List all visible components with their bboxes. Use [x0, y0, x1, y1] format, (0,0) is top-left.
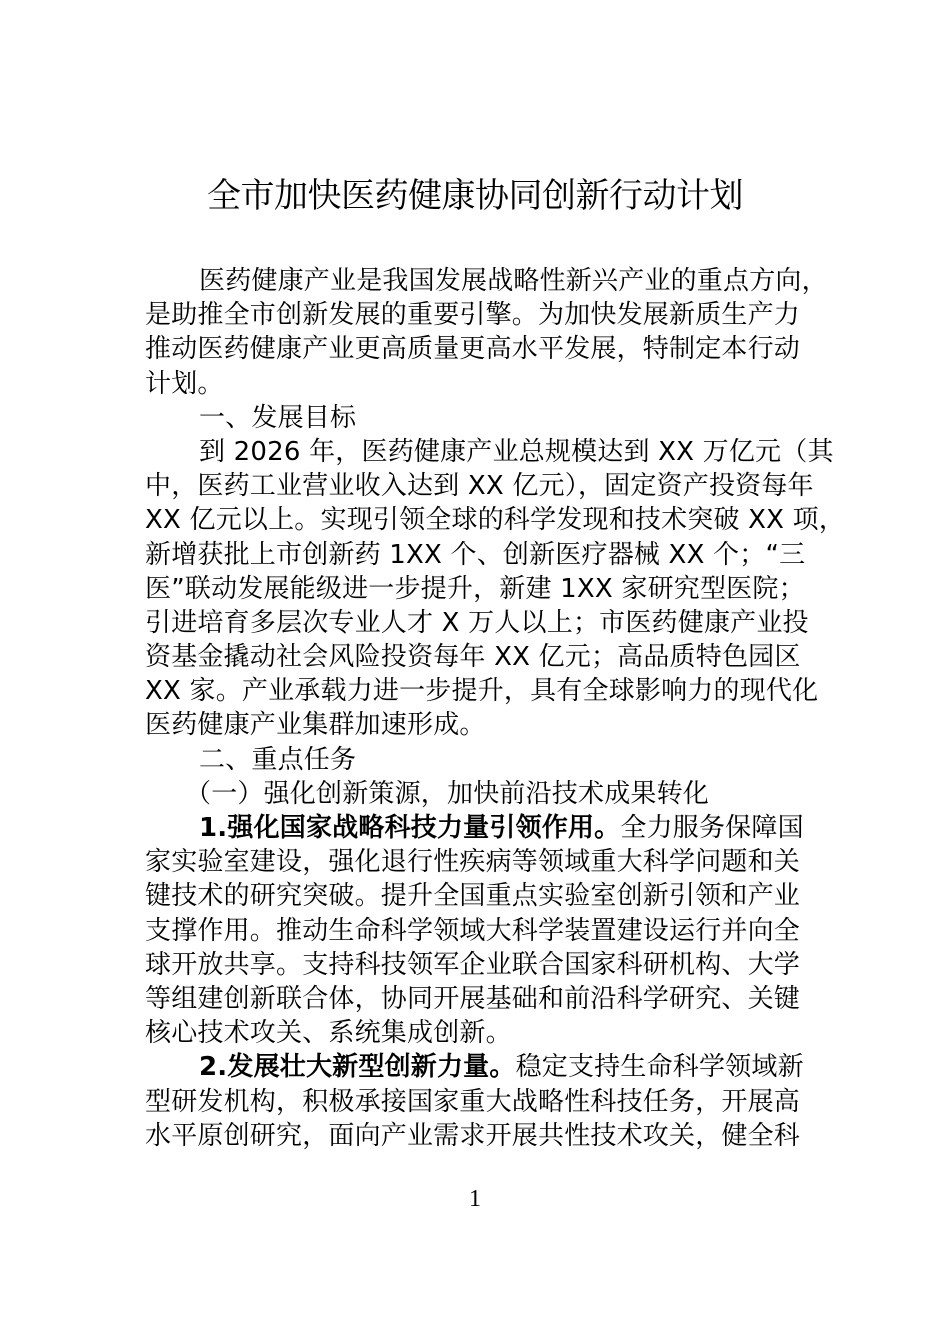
item1-first-line — [145, 811, 835, 845]
intro-line: 推动医药健康产业更高质量更高水平发展，特制定本行动 — [145, 334, 801, 365]
goals-line: XX 亿元以上。实现引领全球的科学发现和技术突破 XX 项， — [145, 505, 846, 536]
goals-line: 中，医药工业营业收入达到 XX 亿元），固定资产投资每年 — [145, 471, 814, 502]
page-number: 1 — [469, 1186, 481, 1212]
item1-line: 核心技术攻关、系统集成创新。 — [145, 1018, 512, 1049]
item1-first-line-rest: 全力服务保障国 — [620, 813, 804, 843]
goals-line: 新增获批上市创新药 1XX 个、创新医疗器械 XX 个；“三 — [145, 539, 806, 570]
intro-line: 计划。 — [145, 368, 224, 399]
item1-line: 等组建创新联合体，协同开展基础和前沿科学研究、关键 — [145, 983, 801, 1014]
goals-line: XX 家。产业承载力进一步提升，具有全球影响力的现代化 — [145, 676, 819, 707]
item1-line: 球开放共享。支持科技领军企业联合国家科研机构、大学 — [145, 949, 801, 980]
item1-line: 键技术的研究突破。提升全国重点实验室创新引领和产业 — [145, 881, 801, 912]
intro-line: 医药健康产业是我国发展战略性新兴产业的重点方向， — [199, 266, 828, 296]
item1-line: 家实验室建设，强化退行性疾病等领域重大科学问题和关 — [145, 847, 801, 878]
section-heading-goals: 一、发展目标 — [199, 402, 357, 433]
goals-line: 到 2026 年，医药健康产业总规模达到 XX 万亿元（其 — [199, 436, 834, 467]
intro-line: 是助推全市创新发展的重要引擎。为加快发展新质生产力 — [145, 300, 801, 331]
goals-line: 医”联动发展能级进一步提升，新建 1XX 家研究型医院； — [145, 573, 805, 604]
goals-line: 引进培育多层次专业人才 X 万人以上；市医药健康产业投 — [145, 607, 809, 638]
item1-bold-lead: 1.强化国家战略科技力量引领作用。 — [199, 813, 621, 843]
document-title: 全市加快医药健康协同创新行动计划 — [207, 176, 743, 216]
item2-first-line — [145, 1050, 835, 1084]
subsection-heading: （一）强化创新策源，加快前沿技术成果转化 — [185, 778, 710, 809]
item2-first-line-rest: 稳定支持生命科学领域新 — [515, 1052, 804, 1083]
goals-line: 资基金撬动社会风险投资每年 XX 亿元；高品质特色园区 — [145, 642, 801, 673]
goals-line: 医药健康产业集群加速形成。 — [145, 710, 486, 741]
section-heading-tasks: 二、重点任务 — [199, 744, 357, 775]
item2-bold-lead: 2.发展壮大新型创新力量。 — [199, 1052, 516, 1083]
item2-line: 型研发机构，积极承接国家重大战略性科技任务，开展高 — [145, 1086, 801, 1117]
item2-line: 水平原创研究，面向产业需求开展共性技术攻关，健全科 — [145, 1120, 801, 1151]
document-body — [145, 264, 846, 1153]
item1-line: 支撑作用。推动生命科学领域大科学装置建设运行并向全 — [145, 915, 801, 946]
